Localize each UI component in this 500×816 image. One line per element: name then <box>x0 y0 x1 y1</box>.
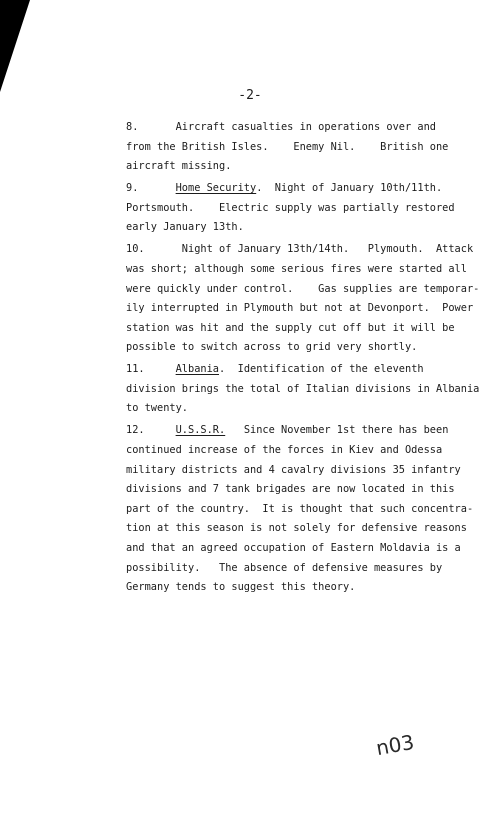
text-line <box>126 338 466 358</box>
text-line <box>126 360 466 380</box>
text-line <box>126 240 474 260</box>
text-segment: Germany tends to suggest this theory. <box>126 581 356 594</box>
text-segment: military districts and 4 cavalry divisions 35 infantry <box>126 463 461 476</box>
text-segment: 11. <box>126 363 176 376</box>
text-segment: . Identification of the eleventh <box>219 363 424 376</box>
text-segment: to twenty. <box>126 402 188 415</box>
text-line <box>126 138 466 158</box>
text-segment: station was hit and the supply cut off but it will be <box>126 321 455 334</box>
paragraph <box>126 179 466 238</box>
text-segment: divisions and 7 tank brigades are now located in this <box>126 483 455 496</box>
text-line <box>126 578 466 598</box>
text-line <box>126 519 466 539</box>
document-body <box>126 118 480 600</box>
text-line <box>126 421 466 441</box>
text-line <box>126 319 466 339</box>
text-segment: Since November 1st there has been <box>225 424 449 437</box>
text-line <box>126 179 466 199</box>
paragraph <box>126 360 480 419</box>
text-line <box>126 299 474 319</box>
text-line <box>126 559 466 579</box>
text-segment: possible to switch across to grid very shortly. <box>126 341 418 354</box>
text-line <box>126 500 474 520</box>
text-segment: part of the country. It is thought that such concentra- <box>126 502 474 515</box>
underlined-heading: U.S.S.R. <box>175 424 226 437</box>
text-segment: 9. <box>126 182 176 195</box>
text-segment: early January 13th. <box>126 221 244 234</box>
text-line <box>126 441 466 461</box>
paragraph <box>126 118 466 177</box>
text-segment: aircraft missing. <box>126 160 232 173</box>
handwritten-note: n03 <box>374 729 416 761</box>
text-line <box>126 199 466 219</box>
text-segment: 8. Aircraft casualties in operations over and <box>126 121 436 133</box>
text-segment: possibility. The absence of defensive measures by <box>126 561 443 574</box>
paragraph <box>126 240 480 358</box>
page-number: -2- <box>238 88 262 103</box>
underlined-heading: Home Security <box>175 182 257 195</box>
text-segment: from the British Isles. Enemy Nil. British one <box>126 140 449 153</box>
text-line <box>126 280 480 300</box>
paragraph <box>126 421 474 597</box>
text-segment: division brings the total of Italian divisions in Albania <box>126 382 480 395</box>
text-segment: were quickly under control. Gas supplies are temporar- <box>126 282 480 295</box>
text-segment: continued increase of the forces in Kiev and Odessa <box>126 444 443 457</box>
black-corner-mark <box>0 0 30 92</box>
text-segment: was short; although some serious fires were started all <box>126 262 467 275</box>
text-line <box>126 461 466 481</box>
text-segment: tion at this season is not solely for defensive reasons <box>126 522 467 535</box>
text-line <box>126 399 466 419</box>
text-segment: and that an agreed occupation of Eastern Moldavia is a <box>126 542 461 555</box>
underlined-heading: Albania <box>175 363 220 376</box>
text-line <box>126 539 466 559</box>
text-line <box>126 218 466 238</box>
text-line <box>126 157 466 177</box>
text-segment: ily interrupted in Plymouth but not at Devonport. Power <box>126 302 474 315</box>
text-line <box>126 118 466 138</box>
text-segment: Portsmouth. Electric supply was partially restored <box>126 201 455 214</box>
text-segment: . Night of January 10th/11th. <box>256 182 443 195</box>
text-line <box>126 260 466 280</box>
text-line <box>126 380 480 400</box>
text-segment: 12. <box>126 424 176 437</box>
text-line <box>126 480 466 500</box>
text-segment: 10. Night of January 13th/14th. Plymouth. Attack <box>126 243 474 256</box>
